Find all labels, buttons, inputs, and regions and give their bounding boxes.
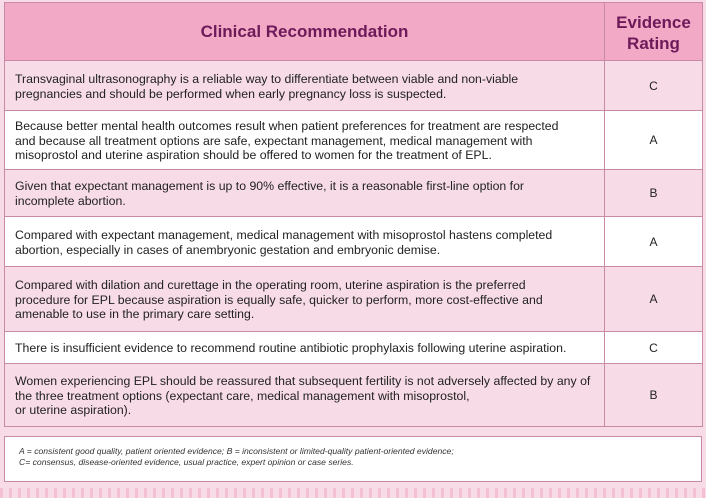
recommendation-text	[5, 111, 605, 170]
header-clinical-recommendation: Clinical Recommendation	[5, 3, 605, 61]
text-line: procedure for EPL because aspiration is equally safe, quicker to perform, more cost-effective and	[15, 292, 543, 307]
evidence-rating: A	[605, 267, 703, 332]
table-row	[5, 111, 703, 170]
table-row	[5, 332, 703, 364]
text-line: the three treatment options (expectant care, medical management with misoprostol,	[15, 388, 470, 403]
recommendation-text	[5, 267, 605, 332]
table-row	[5, 61, 703, 111]
text-line: misoprostol and uterine aspiration should be offered to women for the treatment of EPL.	[15, 148, 492, 163]
footnote-line: A = consistent good quality, patient oriented evidence; B = inconsistent or limited-quality patient-oriented evidence;	[19, 446, 454, 456]
evidence-rating: B	[605, 170, 703, 217]
recommendation-table	[4, 2, 703, 427]
text-line: Because better mental health outcomes result when patient preferences for treatment are respected	[15, 118, 559, 133]
recommendation-text	[5, 364, 605, 427]
header-evidence-line1: Evidence	[616, 12, 691, 32]
decorative-dot-border	[0, 488, 706, 498]
text-line: Transvaginal ultrasonography is a reliable way to differentiate between viable and non-viable	[15, 71, 519, 86]
recommendation-text	[5, 332, 605, 364]
table-row	[5, 364, 703, 427]
text-line: Women experiencing EPL should be reassured that subsequent fertility is not adversely affected by any of	[15, 373, 591, 388]
text-line: Compared with dilation and curettage in the operating room, uterine aspiration is the preferred	[15, 277, 526, 292]
text-line: Compared with expectant management, medical management with misoprostol hastens completed	[15, 227, 553, 242]
text-line: abortion, especially in cases of anembryonic gestation and embryonic demise.	[15, 242, 441, 257]
text-line: There is insufficient evidence to recommend routine antibiotic prophylaxis following uterine aspiration.	[15, 341, 567, 356]
table-header-row	[5, 3, 703, 61]
table-row	[5, 267, 703, 332]
evidence-rating: A	[605, 111, 703, 170]
evidence-legend-footnote	[4, 436, 702, 482]
header-evidence-rating	[605, 3, 703, 61]
evidence-rating: A	[605, 217, 703, 267]
evidence-rating: B	[605, 364, 703, 427]
recommendation-text	[5, 61, 605, 111]
text-line: pregnancies and should be performed when early pregnancy loss is suspected.	[15, 86, 447, 101]
text-line: Given that expectant management is up to 90% effective, it is a reasonable first-line option for	[15, 179, 525, 194]
text-line: and because all treatment options are safe, expectant management, medical management with	[15, 133, 533, 148]
evidence-rating: C	[605, 332, 703, 364]
header-evidence-line2: Rating	[627, 33, 680, 53]
recommendation-text	[5, 217, 605, 267]
evidence-rating: C	[605, 61, 703, 111]
text-line: amenable to use in the primary care setting.	[15, 307, 255, 322]
footnote-line: C= consensus, disease-oriented evidence, usual practice, expert opinion or case series.	[19, 457, 354, 467]
recommendation-text	[5, 170, 605, 217]
text-line: or uterine aspiration).	[15, 403, 132, 418]
table-row	[5, 217, 703, 267]
text-line: incomplete abortion.	[15, 194, 126, 208]
table-row	[5, 170, 703, 217]
